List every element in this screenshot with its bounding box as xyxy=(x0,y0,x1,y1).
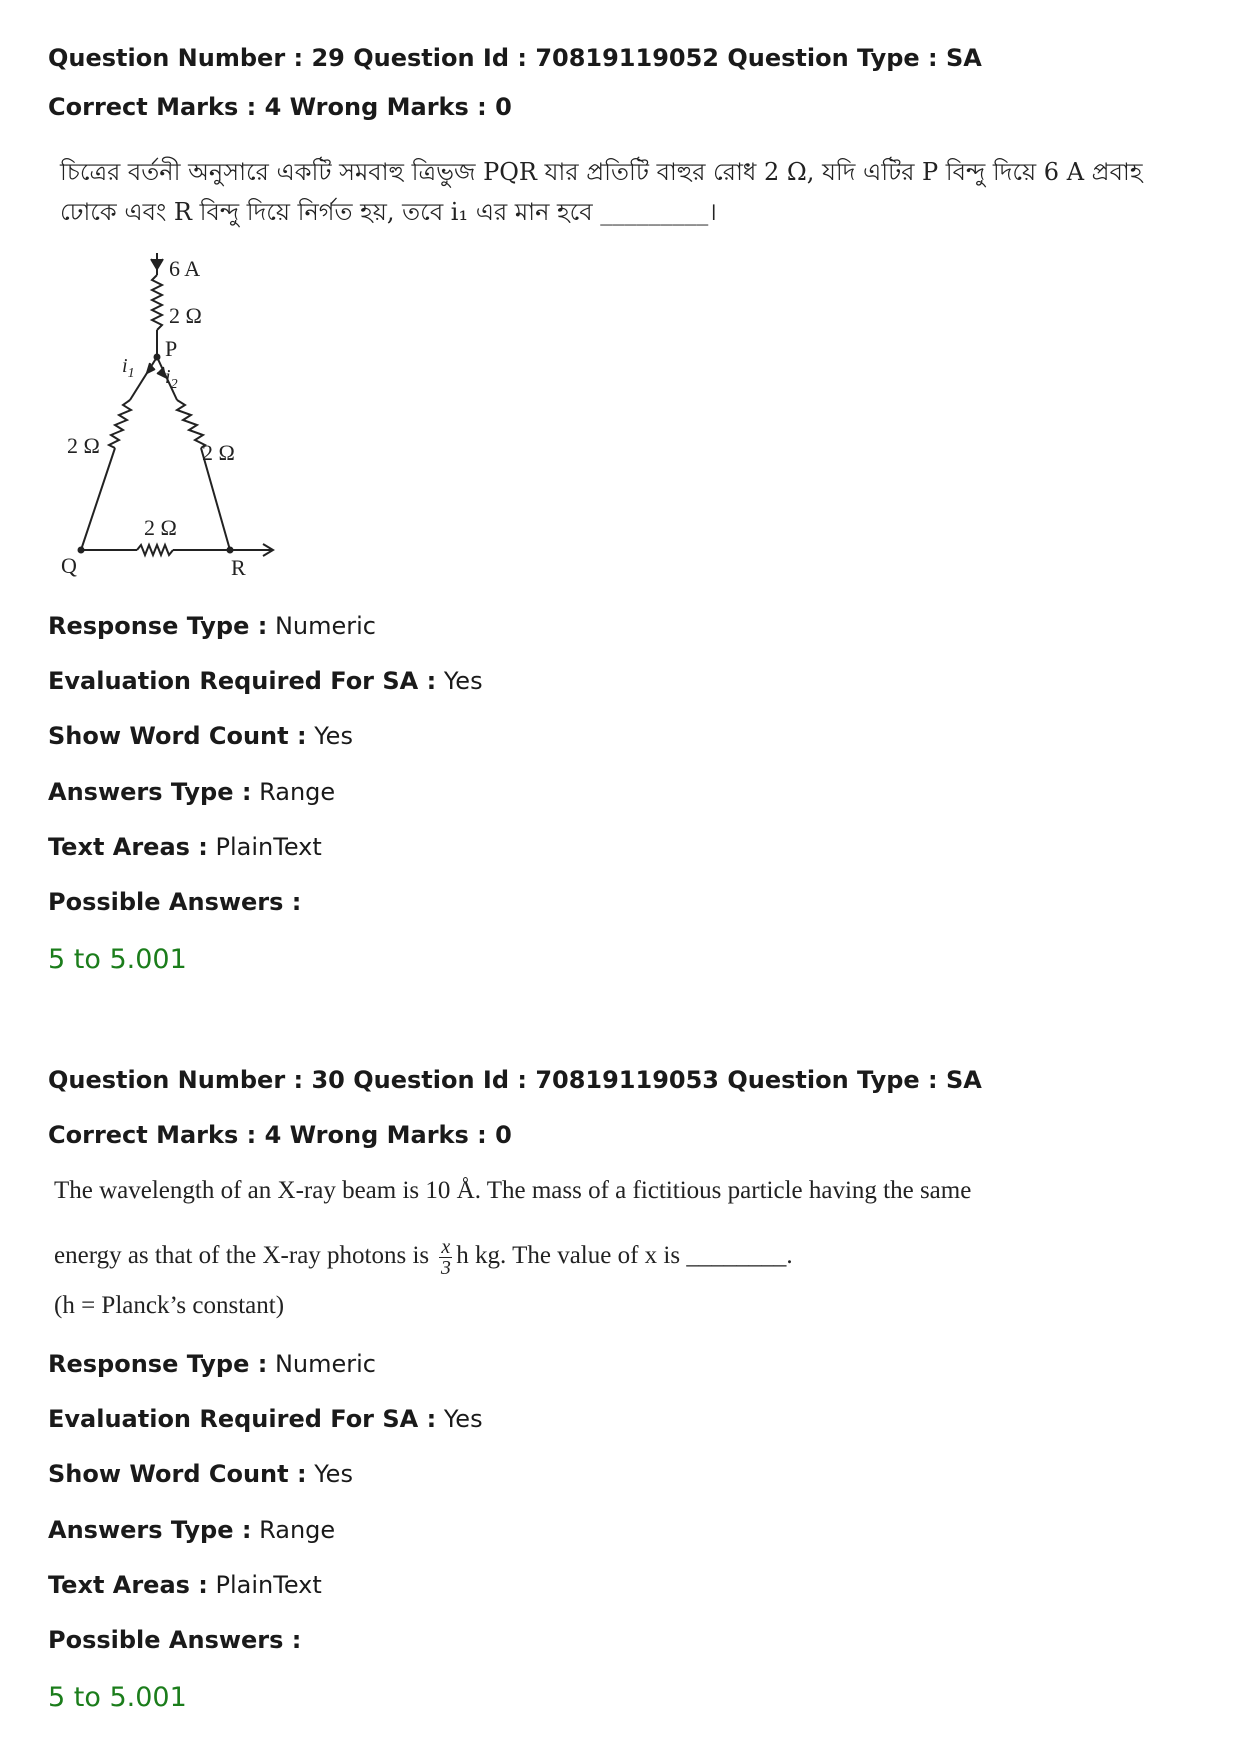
right-resistor-label: 2 Ω xyxy=(202,440,235,465)
question-header: Question Number : 30 Question Id : 70819119053 Question Type : SA xyxy=(48,1066,982,1094)
possible-answers-label: Possible Answers : xyxy=(48,888,302,916)
possible-answers-label: Possible Answers : xyxy=(48,1626,302,1654)
p-label: P xyxy=(165,336,178,361)
q-label: Q xyxy=(61,553,77,578)
circuit-diagram xyxy=(55,245,295,590)
node-r xyxy=(227,547,234,554)
text-areas-row: Text Areas : PlainText xyxy=(48,1571,322,1599)
question-text-line-1: The wavelength of an X-ray beam is 10 Å. The mass of a fictitious particle having the same xyxy=(54,1177,972,1204)
bottom-resistor-label: 2 Ω xyxy=(144,515,177,540)
word-count-row: Show Word Count : Yes xyxy=(48,722,353,750)
node-p xyxy=(154,354,161,361)
response-type-row: Response Type : Numeric xyxy=(48,1350,376,1378)
possible-answer-value: 5 to 5.001 xyxy=(48,944,187,975)
possible-answer-value: 5 to 5.001 xyxy=(48,1682,187,1713)
response-type-row: Response Type : Numeric xyxy=(48,612,376,640)
marks-line: Correct Marks : 4 Wrong Marks : 0 xyxy=(48,93,512,121)
answers-type-row: Answers Type : Range xyxy=(48,1516,336,1544)
node-q xyxy=(78,547,85,554)
marks-line: Correct Marks : 4 Wrong Marks : 0 xyxy=(48,1121,512,1149)
question-text-line-1: চিত্রের বর্তনী অনুসারে একটি সমবাহু ত্রিভুজ PQR যার প্রতিটি বাহুর রোধ 2 Ω, যদি এটির P বিন্দু দিয়ে 6 A প্রবাহ xyxy=(60,158,1143,186)
eval-required-row: Evaluation Required For SA : Yes xyxy=(48,1405,483,1433)
text-areas-row: Text Areas : PlainText xyxy=(48,833,322,861)
question-header: Question Number : 29 Question Id : 70819119052 Question Type : SA xyxy=(48,44,982,72)
eval-required-row: Evaluation Required For SA : Yes xyxy=(48,667,483,695)
i1-label: $i_1$ xyxy=(122,355,135,381)
question-text-line-3: (h = Planck’s constant) xyxy=(54,1292,285,1319)
fraction-x-over-3: $\frac{x}{3}$ xyxy=(440,1235,451,1279)
word-count-row: Show Word Count : Yes xyxy=(48,1460,353,1488)
left-resistor-label: 2 Ω xyxy=(67,433,100,458)
question-text-line-2: ঢোকে এবং R বিন্দু দিয়ে নির্গত হয়, তবে i₁ এর মান হবে _________। xyxy=(60,198,717,226)
answers-type-row: Answers Type : Range xyxy=(48,778,336,806)
top-resistor-label: 2 Ω xyxy=(169,303,202,328)
i2-label: $i_2$ xyxy=(165,366,178,392)
question-text-line-2: energy as that of the X-ray photons is $\frac{x}{3}$ h kg. The value of x is ________. xyxy=(54,1235,793,1279)
current-label: 6 A xyxy=(169,256,201,281)
r-label: R xyxy=(231,555,246,580)
